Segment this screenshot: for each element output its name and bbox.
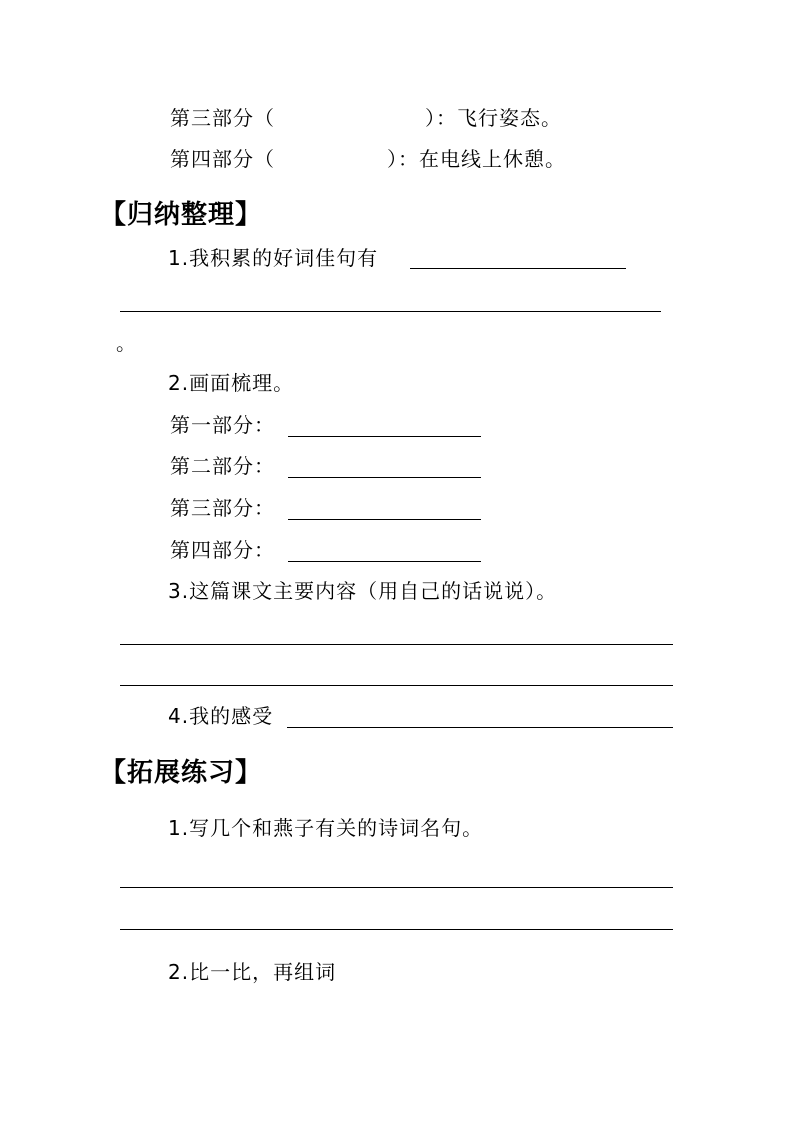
outline-part3-open: 第三部分（ — [170, 106, 275, 130]
summary-q2-part3 — [170, 496, 275, 520]
summary-q2-part2-label: 第二部分： — [170, 454, 275, 478]
extension-q1-answer-line-2[interactable] — [120, 929, 673, 930]
summary-q2-part1-line[interactable] — [288, 436, 481, 437]
outline-part3 — [170, 106, 562, 130]
extension-q2-text: 比一比，再组词 — [189, 960, 337, 984]
summary-q1-text: 我积累的好词佳句有 — [189, 246, 379, 270]
summary-q3-answer-line-1[interactable] — [120, 644, 673, 645]
summary-heading: 【归纳整理】 — [100, 200, 263, 230]
summary-q2-number: 2. — [168, 371, 190, 395]
summary-q1-end-mark: 。 — [116, 331, 137, 355]
summary-q1 — [168, 246, 378, 270]
summary-q2-part3-label: 第三部分： — [170, 496, 275, 520]
summary-q3-number: 3. — [168, 579, 190, 603]
summary-q3-text: 这篇课文主要内容（用自己的话说说）。 — [189, 579, 558, 603]
outline-part4-close: ）：在电线上休憩。 — [387, 147, 566, 171]
summary-q2-part4-label: 第四部分： — [170, 538, 275, 562]
outline-part4-open: 第四部分（ — [170, 147, 275, 171]
summary-q4-answer-line[interactable] — [287, 727, 673, 728]
summary-q4 — [168, 704, 273, 728]
extension-heading: 【拓展练习】 — [100, 758, 263, 788]
summary-q4-number: 4. — [168, 704, 190, 728]
extension-q1 — [168, 816, 483, 840]
summary-q2-part1 — [170, 413, 275, 437]
summary-q4-text: 我的感受 — [189, 704, 274, 728]
summary-q1-answer-line-2[interactable] — [120, 311, 661, 312]
summary-q2-part2 — [170, 454, 275, 478]
summary-q2-text: 画面梳理。 — [189, 371, 295, 395]
summary-q2-part3-line[interactable] — [288, 519, 481, 520]
summary-q2-part4 — [170, 538, 275, 562]
summary-q2-part4-line[interactable] — [288, 561, 481, 562]
summary-q2-part1-label: 第一部分： — [170, 413, 275, 437]
summary-q3-answer-line-2[interactable] — [120, 685, 673, 686]
summary-q1-answer-line-1[interactable] — [410, 268, 626, 269]
extension-q1-text: 写几个和燕子有关的诗词名句。 — [189, 816, 484, 840]
outline-part4 — [170, 147, 566, 171]
summary-q1-number: 1. — [168, 246, 190, 270]
extension-q1-number: 1. — [168, 816, 190, 840]
summary-q3 — [168, 579, 557, 603]
summary-q2-part2-line[interactable] — [288, 477, 481, 478]
summary-q2 — [168, 371, 294, 395]
extension-q2 — [168, 960, 336, 984]
extension-q1-answer-line-1[interactable] — [120, 887, 673, 888]
extension-q2-number: 2. — [168, 960, 190, 984]
outline-part3-close: ）：飞行姿态。 — [425, 106, 562, 130]
